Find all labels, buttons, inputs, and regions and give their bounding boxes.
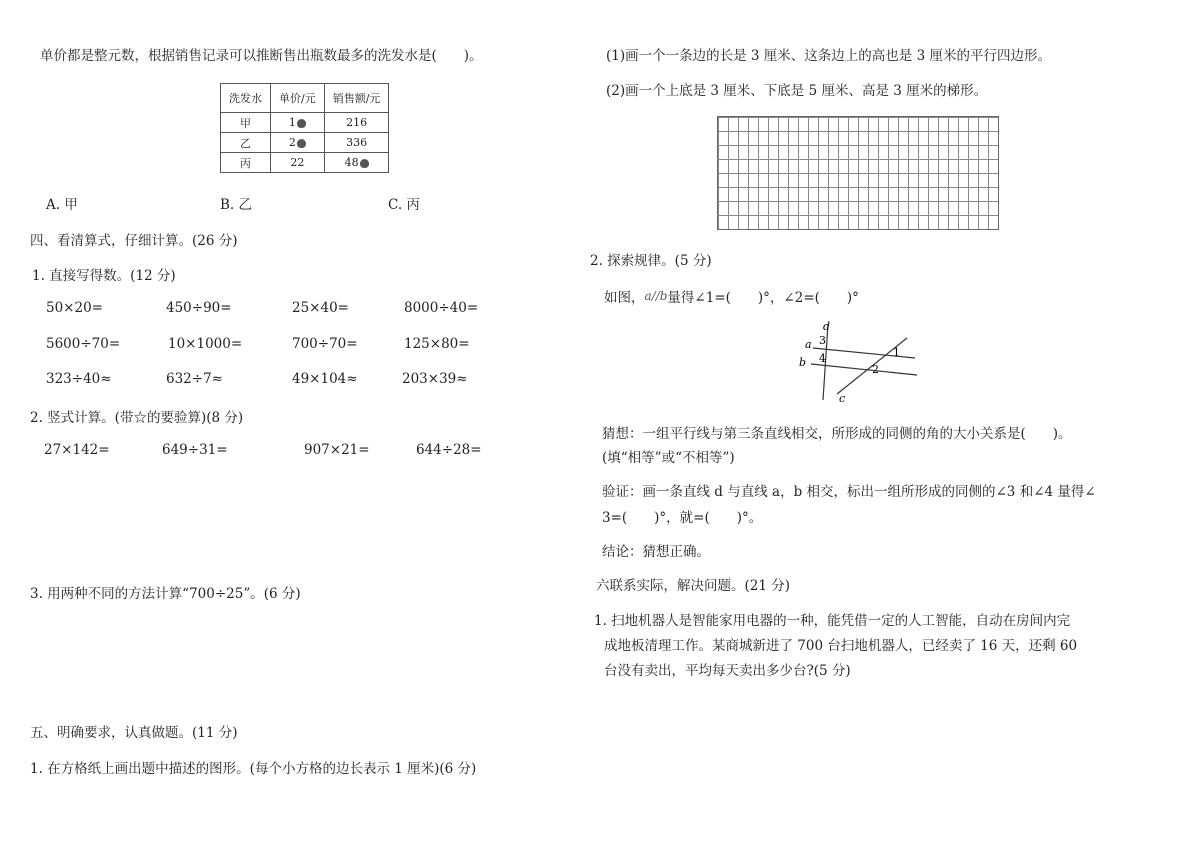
table-cell: 丙 (221, 153, 271, 173)
table-cell (324, 153, 389, 173)
calc-item: 5600÷70= (46, 336, 121, 352)
vertical-calc-item: 907×21= (304, 442, 370, 458)
label-1: 1 (893, 346, 900, 359)
calc-item: 125×80= (404, 336, 470, 352)
label-d: d (823, 320, 831, 333)
choice-b[interactable]: B. 乙 (220, 197, 253, 213)
ink-blot-icon (360, 159, 369, 168)
ink-blot-icon (297, 119, 306, 128)
table-cell: 甲 (221, 113, 271, 133)
label-a: a (805, 338, 812, 351)
sales-value: 48 (344, 156, 359, 169)
s6-q1-line-2: 成地板清理工作。某商城新进了 700 台扫地机器人，已经卖了 16 天，还剩 60 (604, 638, 1078, 654)
s6-q1-line-1: 1. 扫地机器人是智能家用电器的一种，能凭借一定的人工智能，自动在房间内完 (594, 613, 1071, 629)
verify-line-2: 3=( )°，就=( )°。 (602, 510, 763, 526)
section-6-title: 六联系实际，解决问题。(21 分) (596, 578, 791, 594)
table-header-row (221, 84, 389, 113)
table-cell: 乙 (221, 133, 271, 153)
measure-prefix: 如图， (604, 290, 645, 306)
calc-item: 50×20= (46, 300, 103, 316)
label-3: 3 (819, 334, 826, 347)
calc-item: 700÷70= (292, 336, 358, 352)
table-header-cell: 销售额/元 (324, 84, 389, 113)
verify-line-1: 验证：画一条直线 d 与直线 a，b 相交，标出一组所形成的同侧的∠3 和∠4 量得∠ (602, 484, 1096, 500)
line-b (811, 364, 917, 375)
choice-c[interactable]: C. 丙 (388, 197, 420, 213)
calc-item: 450÷90= (166, 300, 232, 316)
label-4: 4 (819, 352, 826, 365)
sales-table (220, 83, 389, 173)
label-b: b (799, 356, 807, 369)
draw-task-1: (1)画一个一条边的长是 3 厘米、这条边上的高也是 3 厘米的平行四边形。 (606, 48, 1051, 64)
table-cell: 22 (271, 153, 325, 173)
guess-hint: (填“相等”或“不相等”) (602, 450, 735, 466)
table-header-cell: 洗发水 (221, 84, 271, 113)
table-cell (271, 113, 325, 133)
table-cell: 336 (324, 133, 389, 153)
guess-text: 猜想：一组平行线与第三条直线相交，所形成的同侧的角的大小关系是( )。 (602, 426, 1072, 442)
s6-q1-line-3: 台没有卖出，平均每天卖出多少台?(5 分) (604, 663, 851, 679)
ink-blot-icon (297, 139, 306, 148)
section-4-title: 四、看清算式，仔细计算。(26 分) (30, 233, 238, 249)
vertical-calc-item: 649÷31= (162, 442, 228, 458)
section-5-title: 五、明确要求，认真做题。(11 分) (30, 725, 238, 741)
measure-text: 量得∠1=( )°，∠2=( )° (667, 290, 859, 306)
draw-task-2: (2)画一个上底是 3 厘米、下底是 5 厘米、高是 3 厘米的梯形。 (606, 83, 988, 99)
calc-item: 25×40= (292, 300, 349, 316)
table-row (221, 113, 389, 133)
label-c: c (839, 392, 846, 404)
question-intro: 单价都是整元数，根据销售记录可以推断售出瓶数最多的洗发水是( )。 (40, 48, 483, 64)
q2-title: 2. 竖式计算。(带☆的要验算)(8 分) (30, 410, 244, 426)
calc-item: 49×104≈ (292, 371, 358, 387)
table-cell (271, 133, 325, 153)
price-value: 1 (288, 116, 296, 129)
grid-paper[interactable] (717, 116, 999, 230)
calc-item: 10×1000= (168, 336, 243, 352)
table-cell: 216 (324, 113, 389, 133)
table-row (221, 153, 389, 173)
parallel-notation: a//b (644, 289, 668, 303)
conclusion-text: 结论：猜想正确。 (602, 544, 710, 560)
q2-explore-title: 2. 探索规律。(5 分) (590, 253, 712, 269)
measure-line (604, 286, 859, 306)
table-row (221, 133, 389, 153)
s5-q1: 1. 在方格纸上画出题中描述的图形。(每个小方格的边长表示 1 厘米)(6 分) (30, 761, 477, 777)
vertical-calc-item: 27×142= (44, 442, 110, 458)
choice-a[interactable]: A. 甲 (46, 197, 78, 213)
calc-item: 632÷7≈ (166, 371, 223, 387)
price-value: 2 (288, 136, 296, 149)
label-2: 2 (872, 363, 879, 376)
calc-item: 203×39≈ (402, 371, 468, 387)
q3-title: 3. 用两种不同的方法计算“700÷25”。(6 分) (30, 586, 301, 602)
calc-item: 323÷40≈ (46, 371, 112, 387)
q1-title: 1. 直接写得数。(12 分) (32, 268, 176, 284)
parallel-lines-figure (795, 318, 925, 404)
table-header-cell: 单价/元 (271, 84, 325, 113)
vertical-calc-item: 644÷28= (416, 442, 482, 458)
calc-item: 8000÷40= (404, 300, 479, 316)
